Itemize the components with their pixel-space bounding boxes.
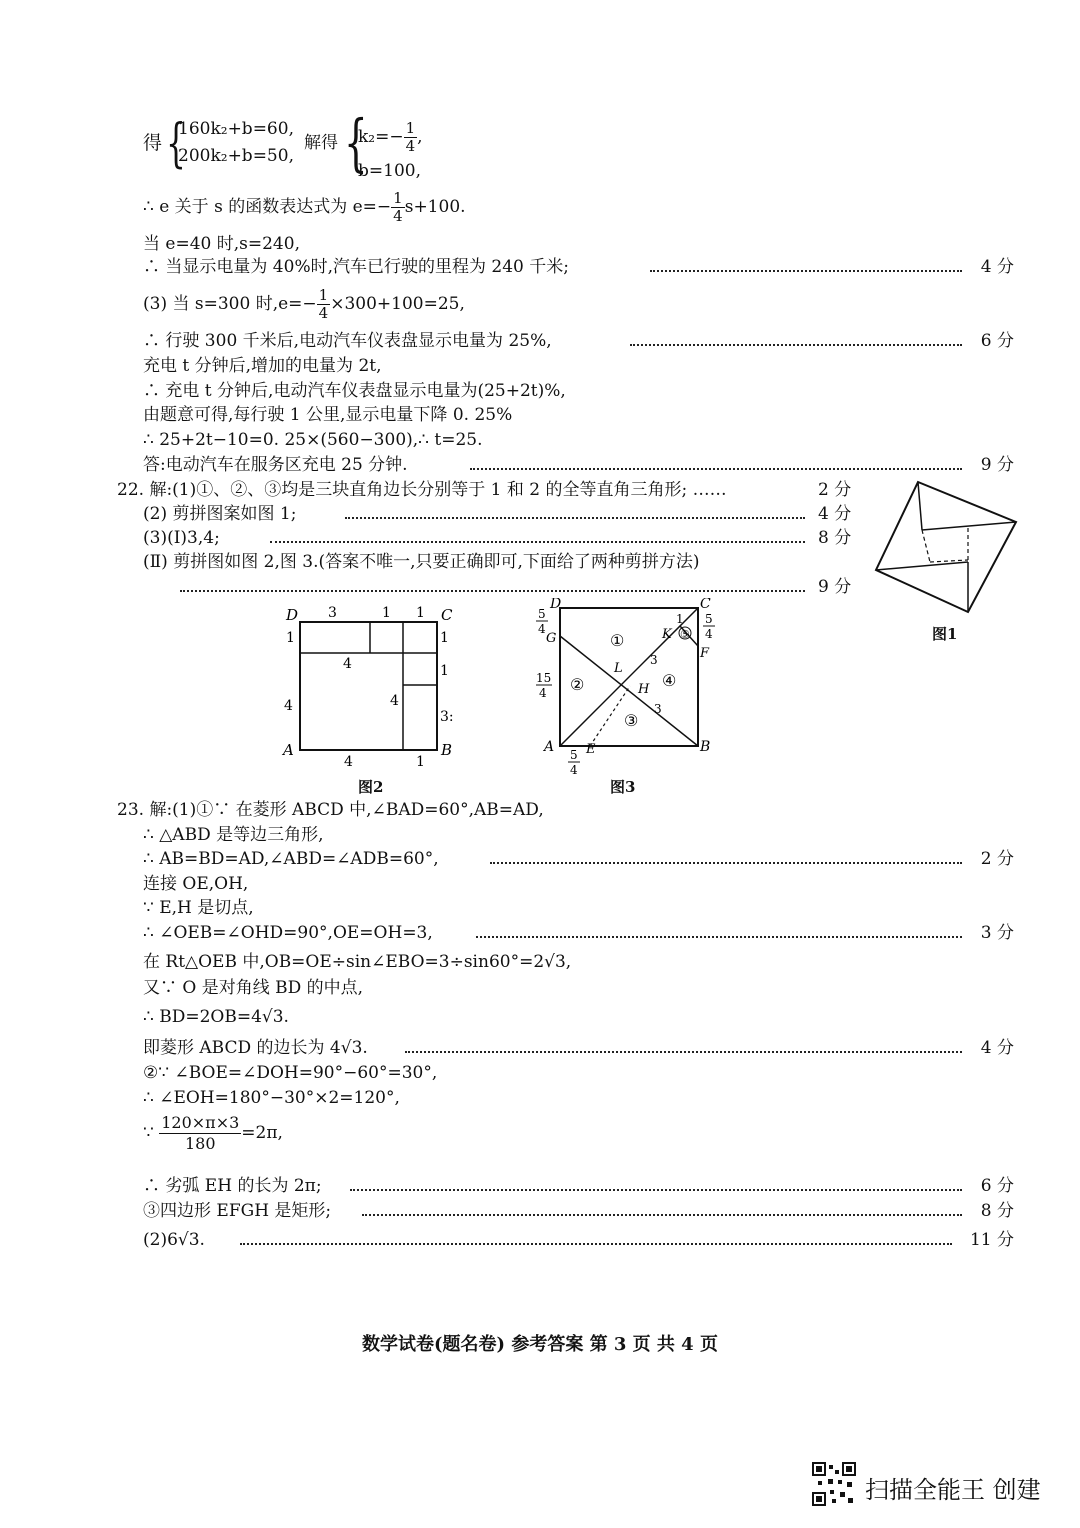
text-line: ∴ 25+2t−10=0. 25×(560−300),∴ t=25. <box>143 430 483 450</box>
q23-line: (2)6√3. <box>143 1230 205 1250</box>
score: 11 分 <box>969 1230 1014 1250</box>
q23-line: ∴ BD=2OB=4√3. <box>143 1007 289 1027</box>
leader-dots <box>240 1243 952 1245</box>
leader-dots <box>270 541 805 543</box>
score: 8 分 <box>818 528 852 548</box>
watermark-text: 扫描全能王 创建 <box>865 1476 1041 1504</box>
leader-dots <box>476 936 962 938</box>
fig3-number: 4 <box>705 627 713 641</box>
equation-2: 200k₂+b=50, <box>178 146 294 166</box>
text-line: 由题意可得,每行驶 1 公里,显示电量下降 0. 25% <box>143 405 513 425</box>
part3-line: (3) 当 s=300 时,e=− $\frac{1}{4}$ ×300+100=25, <box>143 286 465 322</box>
fig3-label-E: E <box>586 742 596 757</box>
fig3-label-L: L <box>614 661 623 676</box>
q22-line-2: (2) 剪拼图案如图 1; <box>143 504 297 524</box>
fig3-label-B: B <box>700 739 711 755</box>
fig1-cut-line <box>922 522 1016 530</box>
leader-dots <box>405 1051 962 1053</box>
fig3-label-F: F <box>700 646 710 661</box>
fig2-label: 4 <box>390 693 399 709</box>
text-line: ∴ 充电 t 分钟后,电动汽车仪表盘显示电量为(25+2t)%, <box>143 381 566 401</box>
fig3-label-D: D <box>550 598 562 612</box>
fig2-label: 4 <box>343 656 352 672</box>
figure-3-caption: 图3 <box>610 778 636 796</box>
q23-line: ∴ 劣弧 EH 的长为 2π; <box>143 1176 322 1196</box>
arc-length-line: ∵ $\frac{120\times\pi\times 3}{180}$ =2π, <box>143 1113 283 1153</box>
fig1-dashed-line <box>930 560 968 562</box>
solution-b: b=100, <box>358 161 421 181</box>
score: 4 分 <box>980 1038 1014 1058</box>
figure-2 <box>278 600 468 775</box>
fig2-label: 1 <box>286 630 295 646</box>
fig2-label-A: A <box>283 741 294 759</box>
leader-dots <box>650 270 962 272</box>
q23-line: ③四边形 EFGH 是矩形; <box>143 1201 332 1221</box>
text-line: 当 e=40 时,s=240, <box>143 234 300 254</box>
fig1-cut-line <box>918 482 922 530</box>
leader-dots <box>490 862 962 864</box>
fig3-label-C: C <box>700 598 711 612</box>
figure-2-caption: 图2 <box>358 778 384 796</box>
fig3-number: 3 <box>650 653 658 667</box>
fig2-label: 1 <box>440 630 449 646</box>
fig3-number: 3 <box>654 702 662 716</box>
text-line: ∴ 行驶 300 千米后,电动汽车仪表盘显示电量为 25%, <box>143 331 552 351</box>
score: 6 分 <box>980 331 1014 351</box>
equation-1: 160k₂+b=60, <box>178 119 294 139</box>
score: 6 分 <box>980 1176 1014 1196</box>
system-prefix: 得 <box>143 132 163 154</box>
leader-dots <box>350 1189 962 1191</box>
leader-dots <box>362 1214 962 1216</box>
fig2-label: 1 <box>416 754 425 770</box>
fig2-label-D: D <box>286 606 299 624</box>
fig2-square <box>300 622 437 750</box>
q23-line: ∴ ∠EOH=180°−30°×2=120°, <box>143 1088 400 1108</box>
fig3-number: 4 <box>570 763 578 777</box>
fig3-number: 4 <box>539 686 547 700</box>
q23-line: ∴ △ABD 是等边三角形, <box>143 825 324 845</box>
fig2-label: 3 <box>328 605 337 621</box>
fig3-number: 1 <box>676 612 684 626</box>
fig3-number: 5 <box>705 612 713 626</box>
fig3-region: ① <box>610 631 625 650</box>
q23-line: ∵ E,H 是切点, <box>143 898 254 918</box>
fig2-label-B: B <box>441 741 453 759</box>
score: 4 分 <box>980 257 1014 277</box>
fig2-label: 3: <box>440 709 454 725</box>
fig3-label-K: K <box>662 627 672 642</box>
score: 4 分 <box>818 504 852 524</box>
score: 8 分 <box>980 1201 1014 1221</box>
text-line: 答:电动汽车在服务区充电 25 分钟. <box>143 455 408 475</box>
fig1-cut-line <box>876 562 968 570</box>
q23-line: 又∵ O 是对角线 BD 的中点, <box>143 978 364 998</box>
fig1-outer-square <box>876 482 1016 612</box>
fig2-label: 1 <box>416 605 425 621</box>
q22-line-1: 22. 解:(1)①、②、③均是三块直角边长分别等于 1 和 2 的全等直角三角形; …… <box>117 480 727 500</box>
fig3-number: 5 <box>538 607 546 621</box>
fig3-number: 5 <box>570 748 578 762</box>
fig1-dashed-line <box>922 530 930 562</box>
fig3-label-G: G <box>546 631 557 646</box>
qr-code-icon <box>812 1462 856 1506</box>
expression-line: ∴ e 关于 s 的函数表达式为 e=− $\frac{1}{4}$ s+100. <box>143 189 466 225</box>
page-footer: 数学试卷(题名卷) 参考答案 第 3 页 共 4 页 <box>362 1334 718 1355</box>
figure-1 <box>870 470 1030 620</box>
fig2-label: 1 <box>382 605 391 621</box>
q22-line-4: (Ⅱ) 剪拼图如图 2,图 3.(答案不唯一,只要正确即可,下面给了两种剪拼方法) <box>143 552 700 572</box>
q22-line-3: (3)(Ⅰ)3,4; <box>143 528 220 548</box>
fig3-region: ② <box>570 675 585 694</box>
score: 3 分 <box>980 923 1014 943</box>
q23-line: 23. 解:(1)①∵ 在菱形 ABCD 中,∠BAD=60°,AB=AD, <box>117 800 544 820</box>
fig3-region: ③ <box>624 711 639 730</box>
fig3-label-H: H <box>638 682 650 697</box>
leader-dots <box>345 517 805 519</box>
text-line: ∴ 当显示电量为 40%时,汽车已行驶的里程为 240 千米; <box>143 257 569 277</box>
q23-line: ②∵ ∠BOE=∠DOH=90°−60°=30°, <box>143 1063 438 1083</box>
fig3-label-A: A <box>544 739 555 755</box>
text-line: 充电 t 分钟后,增加的电量为 2t, <box>143 356 382 376</box>
fig3-region: ⑤ <box>680 628 690 641</box>
q23-line: ∴ ∠OEB=∠OHD=90°,OE=OH=3, <box>143 923 433 943</box>
fig3-region: ④ <box>662 671 677 690</box>
q23-line: 连接 OE,OH, <box>143 874 249 894</box>
leader-dots <box>630 344 962 346</box>
q23-line: ∴ AB=BD=AD,∠ABD=∠ADB=60°, <box>143 849 439 869</box>
leader-dots <box>180 590 805 592</box>
score: 9 分 <box>818 577 852 597</box>
q23-line: 即菱形 ABCD 的边长为 4√3. <box>143 1038 368 1058</box>
figure-1-caption: 图1 <box>932 625 958 643</box>
solve-label: 解得 <box>304 133 338 153</box>
fig2-label: 4 <box>344 754 353 770</box>
score: 2 分 <box>818 480 852 500</box>
fig3-number: 15 <box>536 671 552 685</box>
fig2-label-C: C <box>441 606 453 624</box>
score: 9 分 <box>980 455 1014 475</box>
fig2-label: 1 <box>440 663 449 679</box>
q23-line: 在 Rt△OEB 中,OB=OE÷sin∠EBO=3÷sin60°=2√3, <box>143 952 572 972</box>
fig2-label: 4 <box>284 698 293 714</box>
score: 2 分 <box>980 849 1014 869</box>
figure-3 <box>530 598 730 778</box>
fig3-number: 4 <box>538 622 546 636</box>
left-brace: { <box>166 114 186 174</box>
left-brace-2: { <box>344 106 368 179</box>
solution-k: k₂=− $\frac{1}{4}$ , <box>358 119 423 155</box>
